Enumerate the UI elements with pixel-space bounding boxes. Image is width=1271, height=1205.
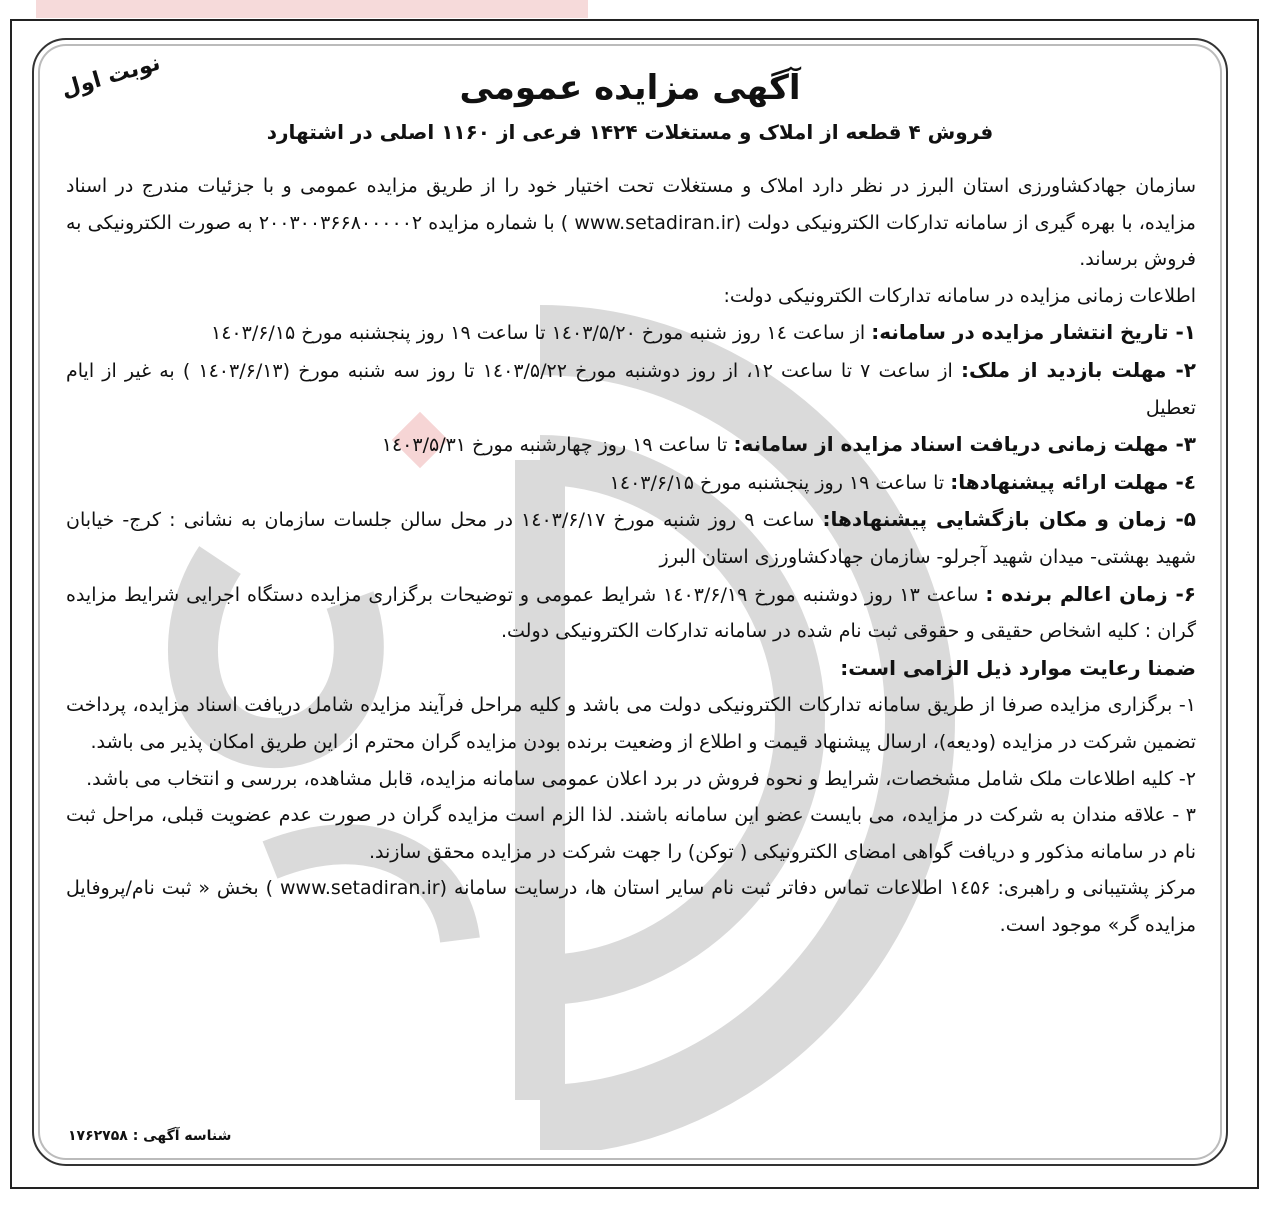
schedule-item — [66, 352, 1196, 426]
schedule-item-label: ۳- مهلت زمانی دریافت اسناد مزایده از سامانه: — [733, 432, 1196, 457]
schedule-item — [66, 501, 1196, 575]
schedule-item-label: ٤- مهلت ارائه پیشنهادها: — [950, 469, 1196, 494]
schedule-item-label: ۲- مهلت بازدید از ملک: — [961, 357, 1197, 382]
schedule-heading: اطلاعات زمانی مزایده در سامانه تدارکات الکترونیکی دولت: — [723, 284, 1196, 307]
notice-body — [66, 168, 1196, 943]
schedule-item-text: از ساعت ۱٤ روز شنبه مورخ ۱٤۰۳/۵/۲۰ تا ساعت ۱۹ روز پنجشنبه مورخ ۱٤۰۳/۶/۱۵ — [211, 322, 866, 345]
support-paragraph: مرکز پشتیبانی و راهبری: ۱٤۵۶ اطلاعات تماس دفاتر ثبت نام سایر استان ها، درسایت سامانه (www.setadiran.ir ) بخش « ثبت نام/پروفایل مزایده گر» موجود است. — [66, 877, 1197, 936]
schedule-item — [66, 576, 1196, 650]
intro-paragraph: سازمان جهادکشاورزی استان البرز در نظر دارد املاک و مستغلات تحت اختیار خود را از طریق مزایده عمومی و با جزئیات مندرج در اسناد مزایده، با بهره گیری از سامانه تدارکات الکترونیکی دولت (www.setadiran.ir ) با شماره مزایده ۲۰۰۳۰۰۳۶۶۸۰۰۰۰۰۲ به صورت الکترونیکی به فروش برساند. — [66, 175, 1196, 271]
schedule-item-text: از ساعت ۷ تا ساعت ۱۲، از روز دوشنبه مورخ ۱٤۰۳/۵/۲۲ تا روز سه شنبه مورخ (۱٤۰۳/۶/۱۳ ) به غیر از ایام تعطیل — [66, 359, 1196, 419]
notice-title: آگهی مزایده عمومی — [459, 68, 801, 108]
publication-stamp: نوبت اول — [58, 50, 164, 103]
top-color-strip — [36, 0, 588, 18]
schedule-item — [66, 314, 1196, 352]
requirements-heading: ضمنا رعایت موارد ذیل الزامی است: — [840, 655, 1196, 680]
schedule-item-text: ساعت ۹ روز شنبه مورخ ۱٤۰۳/۶/۱۷ در محل سالن جلسات سازمان به نشانی : کرج- خیابان شهید بهشتی- میدان شهید آجرلو- سازمان جهادکشاورزی استان البرز — [66, 509, 1196, 568]
schedule-item-label: ۶- زمان اعالم برنده : — [985, 581, 1197, 606]
requirement-item: ۳ - علاقه مندان به شرکت در مزایده، می بایست عضو این سامانه باشند. لذا الزم است مزایده گران در صورت عدم عضویت قبلی، مراحل ثبت نام در سامانه مذکور و دریافت گواهی امضای الکترونیکی ( توکن) را جهت شرکت در مزایده محقق سازند. — [66, 804, 1196, 863]
notice-subtitle: فروش ۴ قطعه از املاک و مستغلات ۱۴۲۴ فرعی از ۱۱۶۰ اصلی در اشتهارد — [266, 120, 994, 144]
schedule-item-text: تا ساعت ۱۹ روز چهارشنبه مورخ ۱٤۰۳/۵/۳۱ — [381, 434, 728, 457]
schedule-item — [66, 464, 1196, 502]
requirement-item: ۲- کلیه اطلاعات ملک شامل مشخصات، شرایط و نحوه فروش در برد اعلان عمومی سامانه مزایده، قابل مشاهده، بررسی و انتخاب می باشد. — [86, 767, 1196, 790]
schedule-item-label: ۵- زمان و مکان بازگشایی پیشنهادها: — [822, 507, 1196, 532]
schedule-item — [66, 426, 1196, 464]
schedule-item-label: ۱- تاریخ انتشار مزایده در سامانه: — [871, 320, 1196, 345]
requirement-item: ۱- برگزاری مزایده صرفا از طریق سامانه تدارکات الکترونیکی دولت می باشد و کلیه مراحل فرآیند مزایده شامل دریافت اسناد مزایده، پرداخت تضمین شرکت در مزایده (ودیعه)، ارسال پیشنهاد قیمت و اطلاع از وضعیت برنده بودن مزایده گران محترم از این طریق امکان پذیر می باشد. — [66, 694, 1196, 753]
schedule-item-text: تا ساعت ۱۹ روز پنجشنبه مورخ ۱٤۰۳/۶/۱۵ — [609, 471, 945, 494]
schedule-item-text: ساعت ۱۳ روز دوشنبه مورخ ۱٤۰۳/۶/۱۹ شرایط عمومی و توضیحات برگزاری مزایده دستگاه اجرایی شرایط مزایده گران : کلیه اشخاص حقیقی و حقوقی ثبت نام شده در سامانه تدارکات الکترونیکی دولت. — [66, 583, 1196, 643]
notice-id: شناسه آگهی : ۱۷۶۲۷۵۸ — [68, 1128, 232, 1144]
